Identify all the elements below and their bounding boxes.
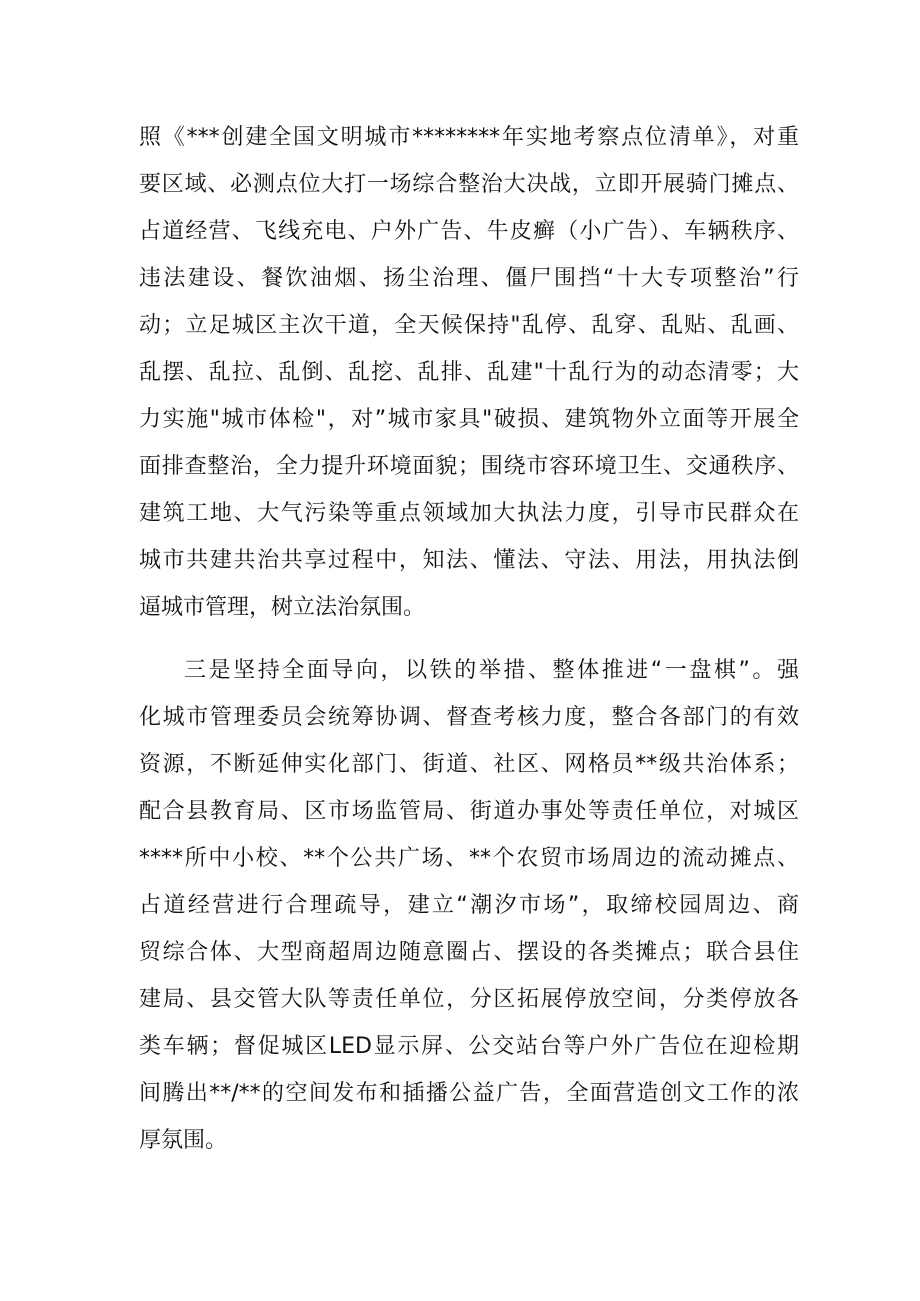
paragraph-line: ****所中小校、**个公共广场、**个农贸市场周边的流动摊点、 bbox=[139, 846, 799, 871]
paragraph-line: 配合县教育局、区市场监管局、街道办事处等责任单位，对城区 bbox=[139, 799, 799, 824]
paragraph-line: 三是坚持全面导向，以铁的举措、整体推进“一盘棋”。强 bbox=[184, 658, 799, 683]
paragraph-line: 逼城市管理，树立法治氛围。 bbox=[139, 595, 426, 620]
paragraph-line: 建局、县交管大队等责任单位，分区拓展停放空间，分类停放各 bbox=[139, 987, 799, 1012]
paragraph-line: 要区域、必测点位大打一场综合整治大决战，立即开展骑门摊点、 bbox=[139, 172, 799, 197]
paragraph-line: 占道经营进行合理疏导，建立“潮汐市场”，取缔校园周边、商 bbox=[139, 893, 799, 918]
paragraph-line: 城市共建共治共享过程中，知法、懂法、守法、用法，用执法倒 bbox=[139, 548, 799, 573]
paragraph-line: 违法建设、餐饮油烟、扬尘治理、僵尸围挡“十大专项整治”行 bbox=[139, 266, 799, 291]
paragraph-line: 动；立足城区主次干道，全天候保持"乱停、乱穿、乱贴、乱画、 bbox=[139, 313, 799, 338]
paragraph-line: 贸综合体、大型商超周边随意圈占、摆设的各类摊点；联合县住 bbox=[139, 940, 799, 965]
paragraph-line: 面排查整治，全力提升环境面貌；围绕市容环境卫生、交通秩序、 bbox=[139, 454, 799, 479]
paragraph-line: 照《***创建全国文明城市********年实地考察点位清单》，对重 bbox=[139, 125, 799, 150]
paragraph-line: 乱摆、乱拉、乱倒、乱挖、乱排、乱建"十乱行为的动态清零；大 bbox=[139, 360, 799, 385]
paragraph-line: 力实施"城市体检"，对”城市家具"破损、建筑物外立面等开展全 bbox=[139, 407, 799, 432]
paragraph-line: 类车辆；督促城区LED显示屏、公交站台等户外广告位在迎检期 bbox=[139, 1034, 799, 1059]
paragraph-line: 建筑工地、大气污染等重点领域加大执法力度，引导市民群众在 bbox=[139, 501, 799, 526]
paragraph-line: 厚氛围。 bbox=[139, 1128, 228, 1153]
paragraph-line: 化城市管理委员会统筹协调、督查考核力度，整合各部门的有效 bbox=[139, 705, 799, 730]
paragraph-line: 资源，不断延伸实化部门、街道、社区、网格员**级共治体系； bbox=[139, 752, 799, 777]
paragraph-line: 间腾出**/**的空间发布和插播公益广告，全面营造创文工作的浓 bbox=[139, 1081, 799, 1106]
paragraph-line: 占道经营、飞线充电、户外广告、牛皮癣（小广告）、车辆秩序、 bbox=[139, 219, 799, 244]
